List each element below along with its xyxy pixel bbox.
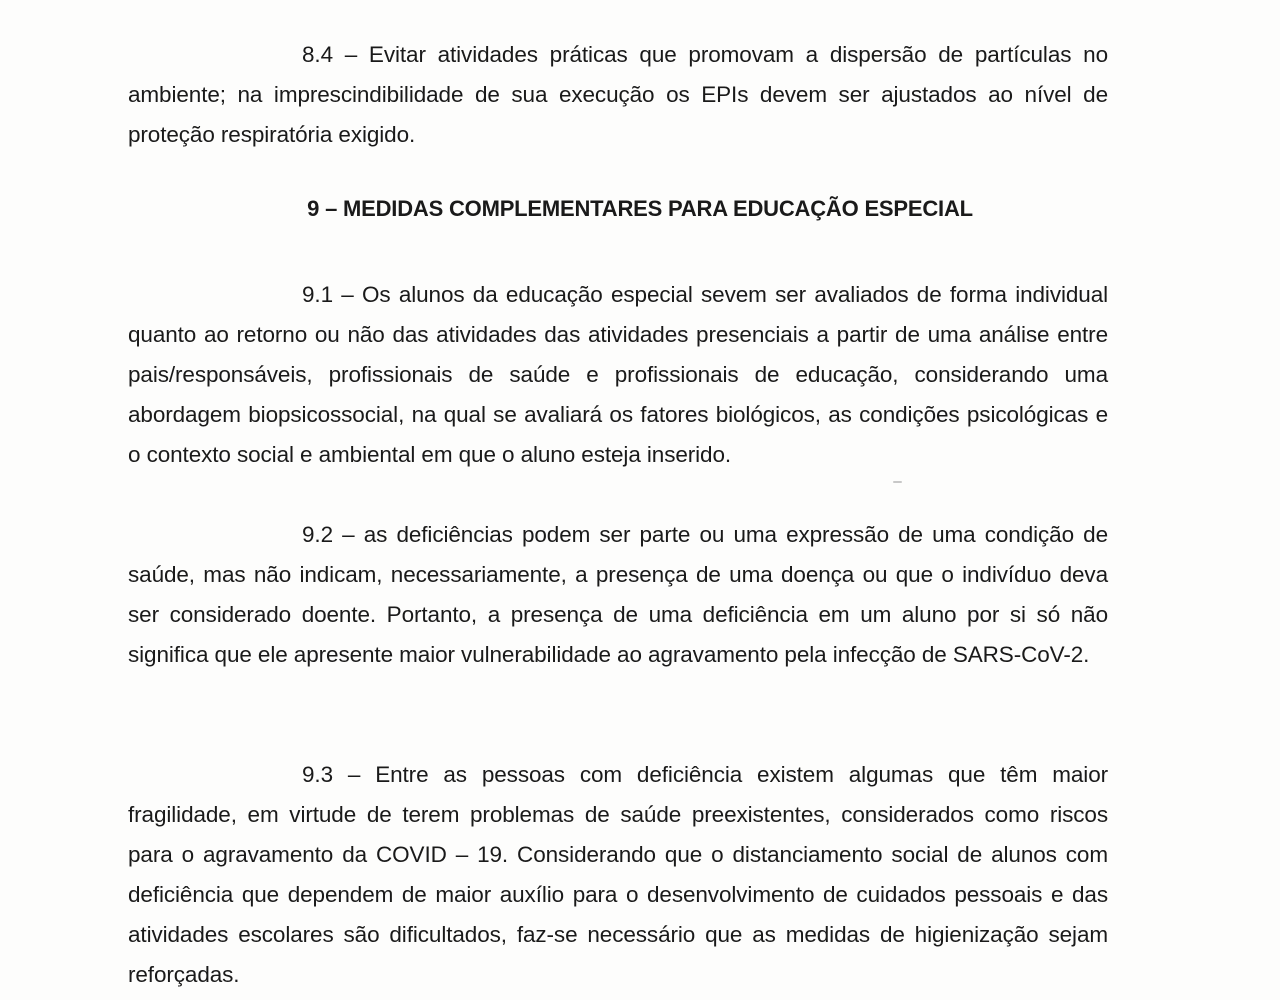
paragraph-8-4 — [128, 35, 1108, 155]
scan-speck — [893, 481, 902, 483]
item-number-9-2: 9.2 – — [302, 522, 355, 547]
item-number-8-4: 8.4 – — [302, 42, 358, 67]
paragraph-8-4-text: Evitar atividades práticas que promovam a dispersão de partículas no ambiente; na imprescindibilidade de sua execução os EPIs devem ser ajustados ao nível de proteção respiratória exigido. — [128, 42, 1108, 147]
paragraph-9-2 — [128, 515, 1108, 675]
paragraph-9-3-text: Entre as pessoas com deficiência existem algumas que têm maior fragilidade, em virtude de terem problemas de saúde preexistentes, considerados como riscos para o agravamento da COVID – 19. Considerando que o distanciamento social de alunos com deficiência que dependem de maior auxílio para o desenvolvimento de cuidados pessoais e das atividades escolares são dificultados, faz-se necessário que as medidas de higienização sejam reforçadas. — [128, 762, 1109, 987]
paragraph-9-1 — [128, 275, 1108, 475]
paragraph-9-3 — [128, 755, 1108, 995]
paragraph-9-1-text: Os alunos da educação especial sevem ser avaliados de forma individual quanto ao retorno ou não das atividades das atividades presenciais a partir de uma análise entre pais/responsáveis, profissionais de saúde e profissionais de educação, considerando uma abordagem biopsicossocial, na qual se avaliará os fatores biológicos, as condições psicológicas e o contexto social e ambiental em que o aluno esteja inserido. — [128, 282, 1109, 467]
section-9-heading: 9 – MEDIDAS COMPLEMENTARES PARA EDUCAÇÃO ESPECIAL — [307, 196, 973, 221]
paragraph-9-2-text: as deficiências podem ser parte ou uma expressão de uma condição de saúde, mas não indicam, necessariamente, a presença de uma doença ou que o indivíduo deva ser considerado doente. Portanto, a presença de uma deficiência em um aluno por si só não significa que ele apresente maior vulnerabilidade ao agravamento pela infecção de SARS-CoV-2. — [128, 522, 1108, 667]
item-number-9-3: 9.3 – — [302, 762, 361, 787]
item-number-9-1: 9.1 – — [302, 282, 354, 307]
